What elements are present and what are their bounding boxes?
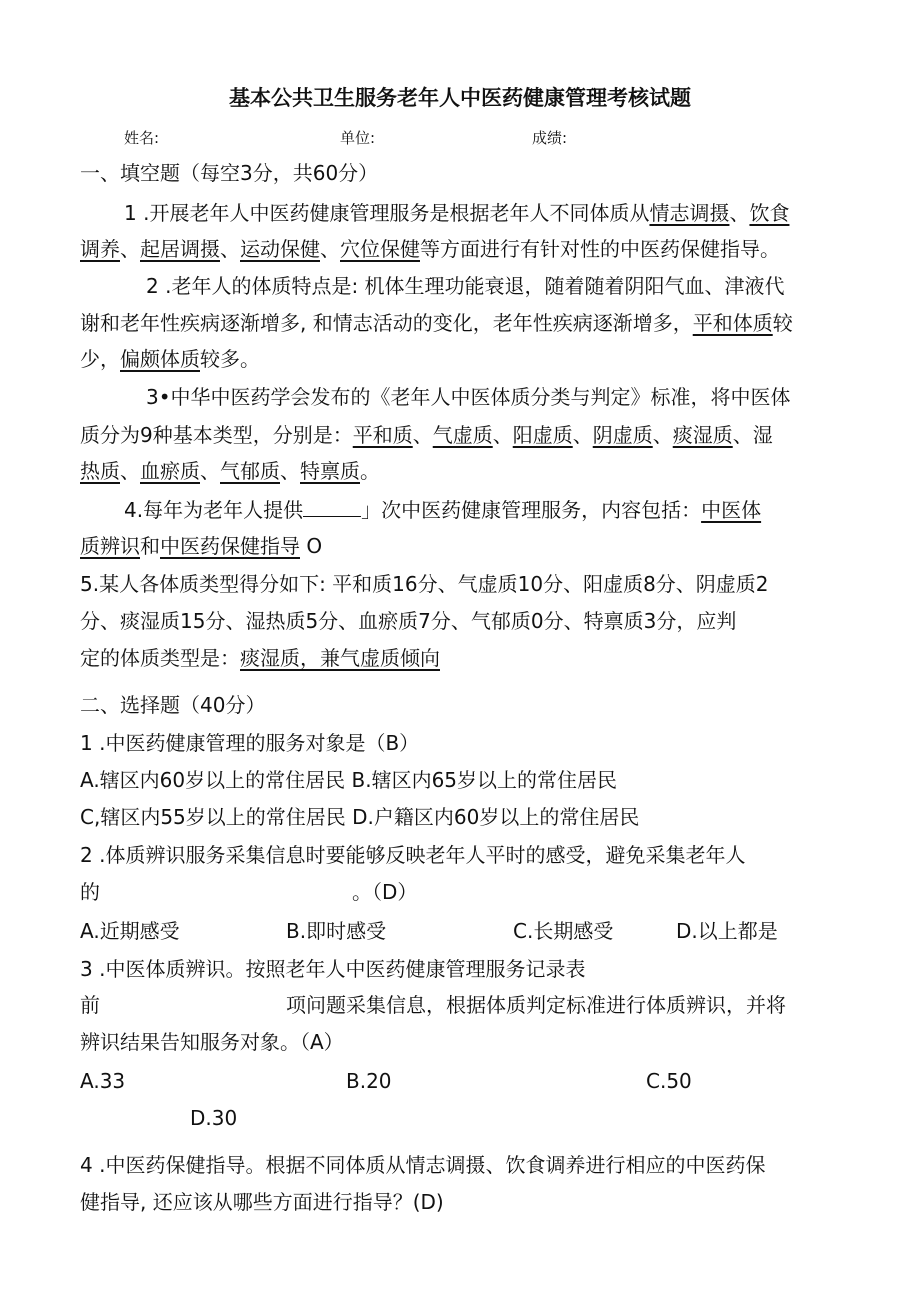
s2-q2-option-d: D.以上都是	[676, 919, 778, 943]
text-segment: 4.每年为老年人提供	[124, 498, 304, 522]
s1-q4-line1	[124, 496, 761, 524]
underlined-answer: 平和体质	[692, 311, 773, 335]
s1-q3-line1: 3•中华中医药学会发布的《老年人中医体质分类与判定》标准，将中医体	[146, 385, 791, 409]
s1-q4-line2	[80, 532, 322, 560]
text-segment: 、	[120, 237, 140, 261]
unit-label: 单位:	[340, 129, 376, 147]
text-segment: 、	[280, 459, 300, 483]
underlined-answer: 痰湿质	[672, 423, 733, 447]
underlined-answer: 饮食	[749, 201, 790, 225]
text-segment: 、	[200, 459, 220, 483]
underlined-answer: 中医体	[701, 498, 762, 522]
s2-q2-option-b: B.即时感受	[286, 919, 387, 943]
s2-q3-line2a: 前	[80, 993, 100, 1017]
section2-heading: 二、选择题（40分）	[80, 693, 266, 717]
s2-q2-line2a: 的	[80, 880, 100, 904]
s2-q2-option-c: C.长期感受	[513, 919, 614, 943]
s2-q2-line1: 2 .体质辨识服务采集信息时要能够反映老年人平时的感受，避免采集老年人	[80, 843, 746, 867]
s1-q5-line3	[80, 644, 440, 672]
s2-q2-line2b: 。（D）	[352, 880, 418, 904]
s2-q4-line2: 健指导, 还应该从哪些方面进行指导？(D)	[80, 1190, 444, 1214]
s2-q3-line3: 辨识结果告知服务对象。（A）	[80, 1030, 344, 1054]
underlined-answer: 血瘀质	[140, 459, 200, 483]
answer-blank	[303, 498, 361, 517]
text-segment: 谢和老年性疾病逐渐增多, 和情志活动的变化，老年性疾病逐渐增多，	[80, 311, 693, 335]
text-segment: 等方面进行有针对性的中医药保健指导。	[420, 237, 780, 261]
underlined-answer: 调养	[80, 237, 120, 261]
s1-q2-line3	[80, 345, 260, 373]
text-segment: 、	[220, 237, 240, 261]
section1-heading: 一、填空题（每空3分，共60分）	[80, 161, 379, 185]
s2-q3-option-a: A.33	[80, 1069, 126, 1093]
s2-q4-line1: 4 .中医药保健指导。根据不同体质从情志调摄、饮食调养进行相应的中医药保	[80, 1153, 766, 1177]
s2-q3-option-d: D.30	[190, 1106, 238, 1130]
underlined-answer: 特禀质	[300, 459, 360, 483]
s1-q2-line2	[80, 309, 793, 337]
text-segment: 。	[360, 459, 380, 483]
text-segment: 、湿	[732, 423, 773, 447]
text-segment: 较	[772, 311, 793, 335]
underlined-answer: 阳虚质	[512, 423, 573, 447]
s1-q3-line3	[80, 457, 380, 485]
s2-q1-options-1: A.辖区内60岁以上的常住居民 B.辖区内65岁以上的常住居民	[80, 768, 618, 792]
s1-q5-line1: 5.某人各体质类型得分如下: 平和质16分、气虚质10分、阳虚质8分、阴虚质2	[80, 572, 769, 596]
text-segment: 少，	[80, 347, 120, 371]
name-label: 姓名:	[124, 129, 160, 147]
text-segment: 、	[120, 459, 140, 483]
s2-q3-option-c: C.50	[646, 1069, 692, 1093]
text-segment: 、	[412, 423, 433, 447]
underlined-answer: 气郁质	[220, 459, 280, 483]
s1-q2-line1: 2 .老年人的体质特点是: 机体生理功能衰退，随着随着阴阳气血、津液代	[146, 274, 785, 298]
text-segment: 较多。	[200, 347, 260, 371]
s1-q1-line1	[124, 199, 789, 227]
underlined-answer: 平和质	[352, 423, 413, 447]
text-segment: 质分为9种基本类型，分别是：	[80, 423, 353, 447]
s2-q1-stem: 1 .中医药健康管理的服务对象是（B）	[80, 731, 420, 755]
text-segment: 定的体质类型是：	[80, 646, 240, 670]
text-segment: 1 .开展老年人中医药健康管理服务是根据老年人不同体质从	[124, 201, 650, 225]
s2-q3-line1: 3 .中医体质辨识。按照老年人中医药健康管理服务记录表	[80, 957, 586, 981]
score-label: 成绩:	[532, 129, 568, 147]
underlined-answer: 热质	[80, 459, 120, 483]
underlined-answer: 中医药保健指导	[160, 534, 300, 558]
s1-q1-line2	[80, 235, 780, 263]
text-segment: 、	[729, 201, 750, 225]
underlined-answer: 阴虚质	[592, 423, 653, 447]
underlined-answer: 偏颇体质	[120, 347, 200, 371]
text-segment: O	[300, 534, 323, 558]
underlined-answer: 运动保健	[240, 237, 320, 261]
underlined-answer: 气虚质	[432, 423, 493, 447]
underlined-answer: 情志调摄	[649, 201, 730, 225]
text-segment: 和	[140, 534, 160, 558]
text-segment: 」次中医药健康管理服务，内容包括：	[361, 498, 702, 522]
underlined-answer: 起居调摄	[140, 237, 220, 261]
s2-q3-line2b: 项问题采集信息，根据体质判定标准进行体质辨识，并将	[286, 993, 786, 1017]
page-title: 基本公共卫生服务老年人中医药健康管理考核试题	[229, 86, 691, 110]
s1-q3-line2	[80, 421, 773, 449]
s2-q2-option-a: A.近期感受	[80, 919, 180, 943]
text-segment: 、	[572, 423, 593, 447]
underlined-answer: 质辨识	[80, 534, 140, 558]
text-segment: 、	[652, 423, 673, 447]
s2-q1-options-2: C,辖区内55岁以上的常住居民 D.户籍区内60岁以上的常住居民	[80, 805, 640, 829]
text-segment: 、	[492, 423, 513, 447]
s1-q5-line2: 分、痰湿质15分、湿热质5分、血瘀质7分、气郁质0分、特禀质3分，应判	[80, 609, 737, 633]
underlined-answer: 痰湿质，兼气虚质倾向	[240, 646, 440, 670]
text-segment: 、	[320, 237, 340, 261]
s2-q3-option-b: B.20	[346, 1069, 392, 1093]
underlined-answer: 穴位保健	[340, 237, 420, 261]
